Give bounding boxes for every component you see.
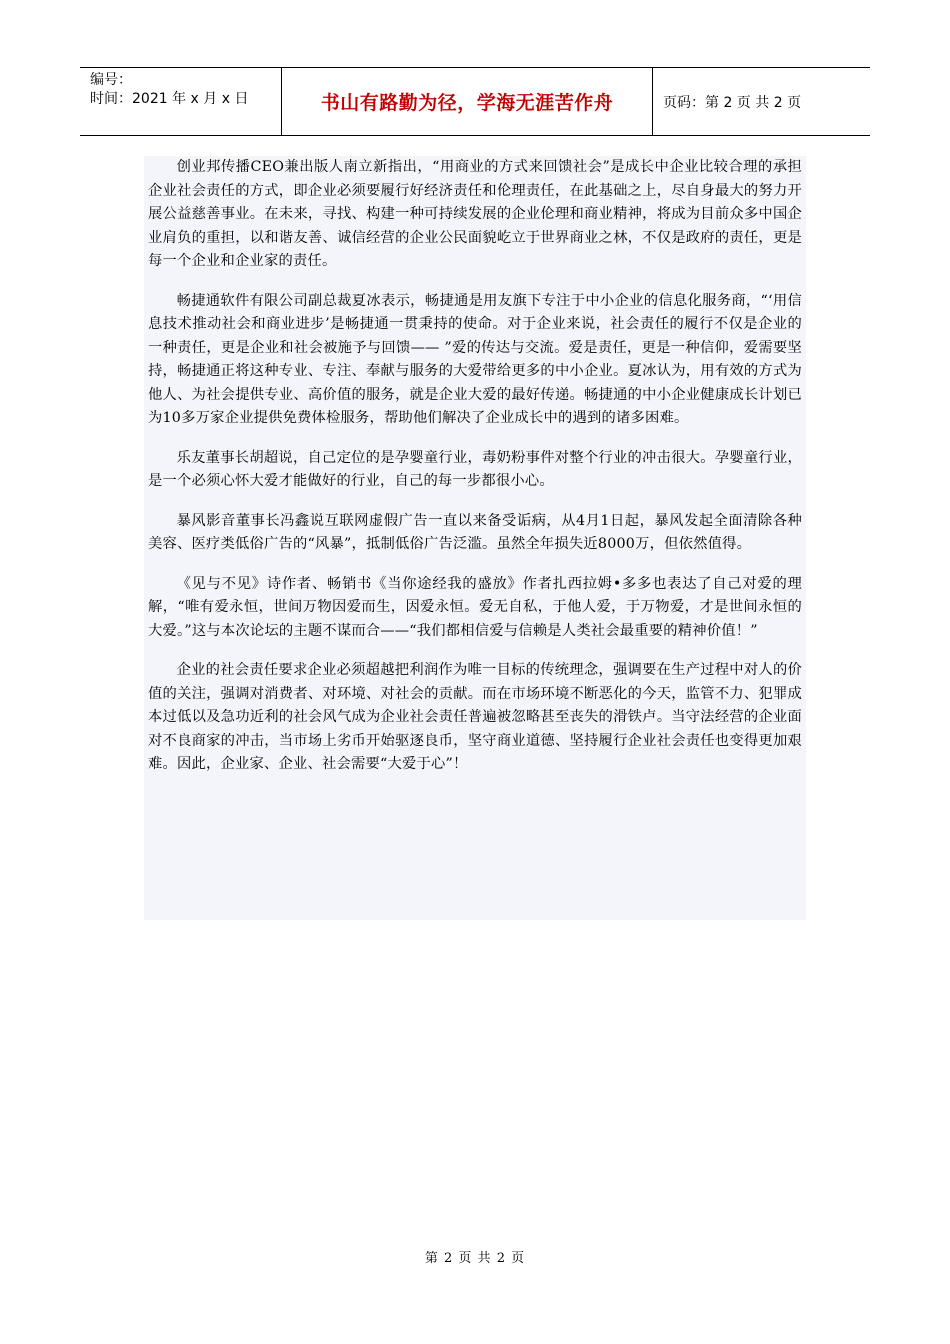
article-body [144, 156, 806, 920]
header-page-cell [653, 68, 870, 135]
paragraph-4: 暴风影音董事长冯鑫说互联网虚假广告一直以来备受诟病，从4月1日起，暴风发起全面清除各种美容、医疗类低俗广告的“风暴”，抵制低俗广告泛滥。虽然全年损失近8000万，但依然值得。 [148, 512, 802, 552]
paragraph-1: 创业邦传播CEO兼出版人南立新指出，“用商业的方式来回馈社会”是成长中企业比较合理的承担企业社会责任的方式，即企业必须要履行好经济责任和伦理责任，在此基础之上，尽自身最大的努力开展公益慈善事业。在未来，寻找、构建一种可持续发展的企业伦理和商业精神，将成为目前众多中国企业肩负的重担，以和谐友善、诚信经营的企业公民面貌屹立于世界商业之林，不仅是政府的责任，更是每一个企业和企业家的责任。 [148, 159, 802, 269]
header-motto-cell [282, 68, 653, 135]
page-footer: 第 2 页 共 2 页 [424, 1251, 526, 1266]
document-number-label: 编号： [90, 72, 132, 88]
paragraph-6: 企业的社会责任要求企业必须超越把利润作为唯一目标的传统理念，强调要在生产过程中对人的价值的关注，强调对消费者、对环境、对社会的贡献。而在市场环境不断恶化的今天，监管不力、犯罪成本过低以及急功近利的社会风气成为企业社会责任普遍被忽略甚至丧失的滑铁卢。当守法经营的企业面对不良商家的冲击，当市场上劣币开始驱逐良币，坚守商业道德、坚持履行企业社会责任也变得更加艰难。因此，企业家、企业、社会需要“大爱于心”！ [148, 662, 802, 772]
header-info-cell [80, 68, 282, 135]
paragraph-3: 乐友董事长胡超说，自己定位的是孕婴童行业，毒奶粉事件对整个行业的冲击很大。孕婴童行业，是一个必须心怀大爱才能做好的行业，自己的每一步都很小心。 [148, 449, 802, 489]
paragraph-5: 《见与不见》诗作者、畅销书《当你途经我的盛放》作者扎西拉姆•多多也表达了自己对爱的理解，“唯有爱永恒，世间万物因爱而生，因爱永恒。爱无自私，于他人爱，于万物爱，才是世间永恒的大爱。”这与本次论坛的主题不谋而合——“我们都相信爱与信赖是人类社会最重要的精神价值！” [148, 575, 802, 639]
document-header [80, 67, 870, 136]
header-page-number: 页码：第 2 页 共 2 页 [663, 94, 802, 111]
paragraph-2: 畅捷通软件有限公司副总裁夏冰表示，畅捷通是用友旗下专注于中小企业的信息化服务商，“‘用信息技术推动社会和商业进步’是畅捷通一贯秉持的使命。对于企业来说，社会责任的履行不仅是企业的一种责任，更是企业和社会被施予与回馈—— ”爱的传达与交流。爱是责任，更是一种信仰，爱需要坚持，畅捷通正将这种专业、专注、奉献与服务的大爱带给更多的中小企业。夏冰认为，用有效的方式为他人、为社会提供专业、高价值的服务，就是企业大爱的最好传递。畅捷通的中小企业健康成长计划已为10多万家企业提供免费体检服务，帮助他们解决了企业成长中的遇到的诸多困难。 [148, 292, 802, 426]
header-motto: 书山有路勤为径，学海无涯苦作舟 [320, 92, 614, 114]
document-date-label: 时间：2021 年 x 月 x 日 [90, 91, 249, 107]
